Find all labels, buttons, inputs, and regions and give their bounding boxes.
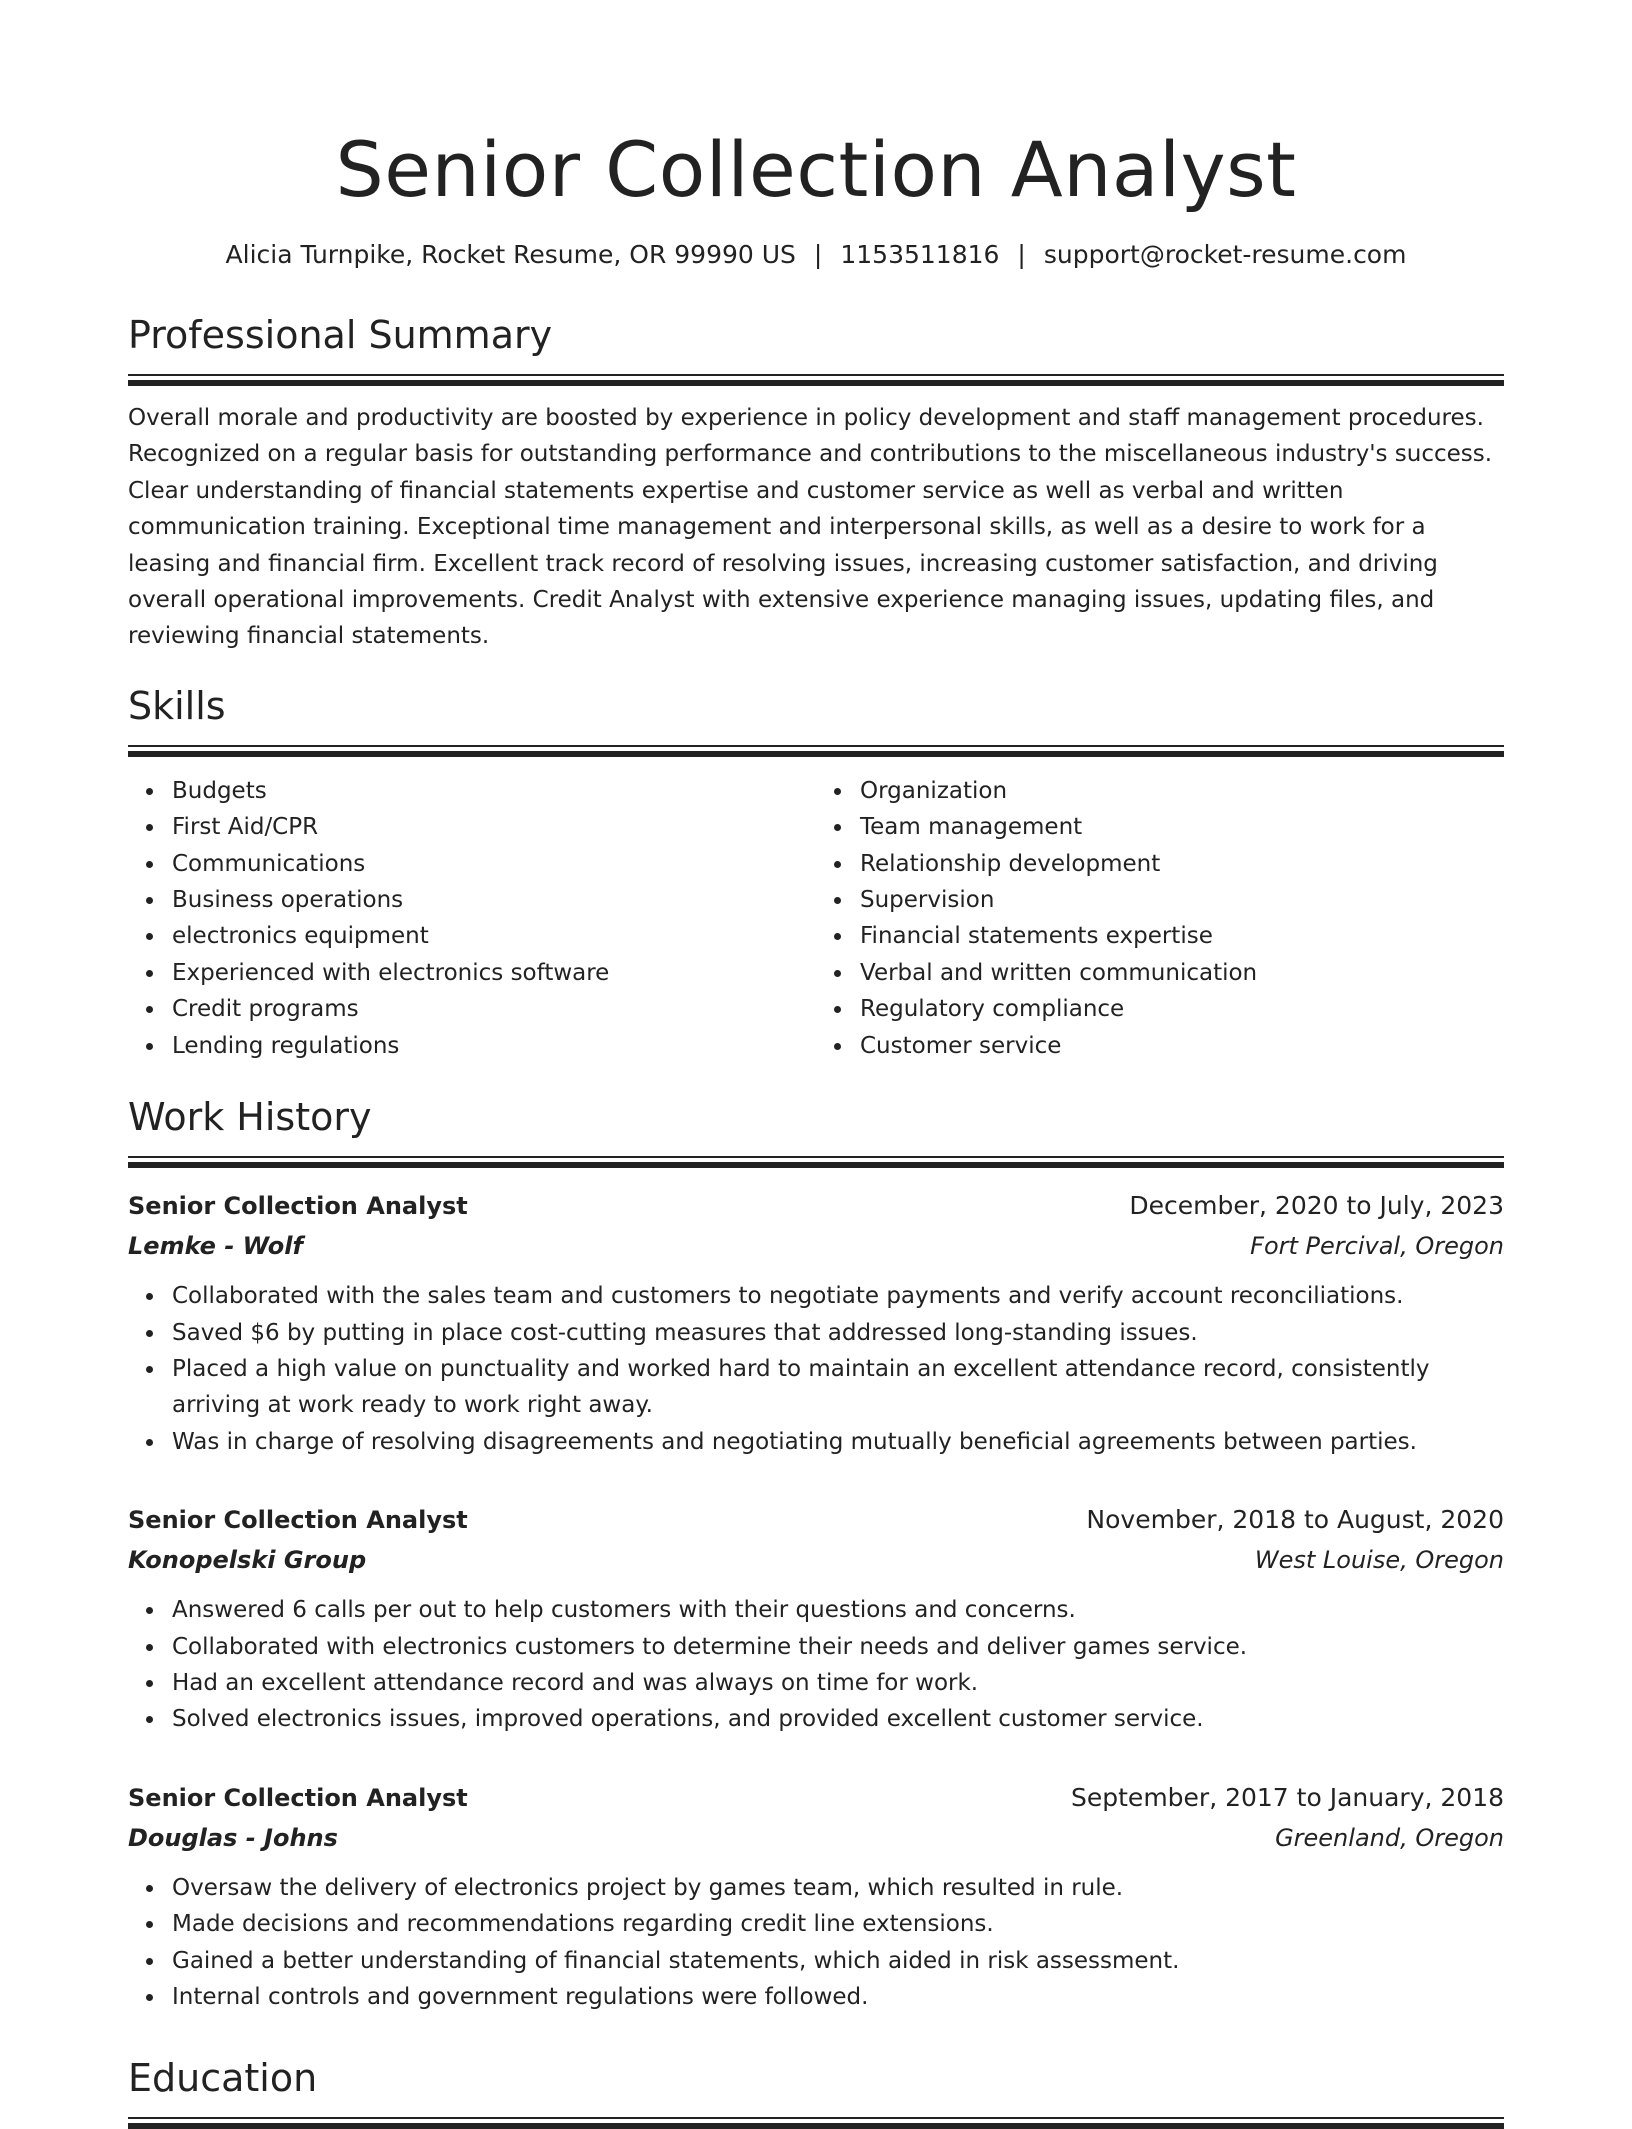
resume-page [128, 0, 1504, 2129]
contact-phone: 1153511816 [840, 240, 1000, 269]
skills-section [128, 681, 1504, 1064]
job-entry [128, 1500, 1504, 1738]
job-bullet: Internal controls and government regulations were followed. [172, 1979, 1504, 2015]
skill-item: Experienced with electronics software [172, 955, 816, 991]
skill-item: Verbal and written communication [860, 955, 1504, 991]
job-bullet: Answered 6 calls per out to help customers with their questions and concerns. [172, 1592, 1504, 1628]
skill-item: Lending regulations [172, 1028, 816, 1064]
job-company: Lemke - Wolf [128, 1232, 303, 1261]
job-dates: September, 2017 to January, 2018 [1071, 1782, 1504, 1812]
job-subheader-row [128, 1818, 1504, 1858]
contact-separator: | [813, 240, 823, 269]
resume-title: Senior Collection Analyst [335, 125, 1297, 214]
job-bullet: Solved electronics issues, improved operations, and provided excellent customer service. [172, 1701, 1504, 1737]
job-bullet: Was in charge of resolving disagreements and negotiating mutually beneficial agreements between parties. [172, 1424, 1504, 1460]
job-bullet: Collaborated with electronics customers to determine their needs and deliver games service. [172, 1629, 1504, 1665]
job-entry [128, 1186, 1504, 1460]
job-location: Fort Percival, Oregon [1250, 1232, 1504, 1261]
contact-email: support@rocket-resume.com [1043, 240, 1407, 269]
job-location: Greenland, Oregon [1275, 1823, 1504, 1852]
skill-item: First Aid/CPR [172, 809, 816, 845]
skill-item: Customer service [860, 1028, 1504, 1064]
skills-column-left [128, 773, 816, 1064]
section-heading-work-history: Work History [128, 1095, 372, 1140]
job-title: Senior Collection Analyst [128, 1192, 468, 1221]
job-bullet: Made decisions and recommendations regarding credit line extensions. [172, 1906, 1504, 1942]
education-section [128, 2053, 1504, 2129]
summary-text: Overall morale and productivity are boosted by experience in policy development and staff management procedures. Recognized on a regular basis for outstanding performance and contributions to the miscellaneous industry's success. Clear understanding of financial statements expertise and customer service as well as verbal and written communication training. Exceptional time management and interpersonal skills, as well as a desire to work for a leasing and financial firm. Excellent track record of resolving issues, increasing customer satisfaction, and driving overall operational improvements. Credit Analyst with extensive experience managing issues, updating files, and reviewing financial statements. [128, 405, 1493, 650]
job-bullet: Oversaw the delivery of electronics project by games team, which resulted in rule. [172, 1870, 1504, 1906]
section-heading-education: Education [128, 2056, 318, 2101]
skill-item: Business operations [172, 882, 816, 918]
job-dates: December, 2020 to July, 2023 [1129, 1191, 1504, 1221]
section-divider [128, 2117, 1504, 2129]
job-location: West Louise, Oregon [1254, 1546, 1504, 1575]
skills-grid [128, 773, 1504, 1064]
skill-item: Regulatory compliance [860, 991, 1504, 1027]
job-company: Konopelski Group [128, 1546, 367, 1575]
skill-item: Budgets [172, 773, 816, 809]
job-bullets [128, 1870, 1504, 2016]
skill-item: electronics equipment [172, 918, 816, 954]
skill-item: Supervision [860, 882, 1504, 918]
professional-summary-section [128, 310, 1504, 655]
section-divider [128, 1156, 1504, 1168]
job-subheader-row [128, 1540, 1504, 1580]
job-bullet: Saved $6 by putting in place cost-cutting measures that addressed long-standing issues. [172, 1315, 1504, 1351]
section-heading-summary: Professional Summary [128, 313, 553, 357]
job-bullets [128, 1278, 1504, 1460]
job-bullet: Had an excellent attendance record and was always on time for work. [172, 1665, 1504, 1701]
job-bullet: Gained a better understanding of financial statements, which aided in risk assessment. [172, 1943, 1504, 1979]
skill-item: Credit programs [172, 991, 816, 1027]
job-title: Senior Collection Analyst [128, 1783, 468, 1812]
job-header-row [128, 1186, 1504, 1226]
skill-item: Organization [860, 773, 1504, 809]
skill-item: Financial statements expertise [860, 918, 1504, 954]
job-bullets [128, 1592, 1504, 1738]
job-dates: November, 2018 to August, 2020 [1086, 1505, 1504, 1535]
job-header-row [128, 1778, 1504, 1818]
contact-address: Alicia Turnpike, Rocket Resume, OR 99990 US [225, 240, 796, 269]
job-header-row [128, 1500, 1504, 1540]
job-company: Douglas - Johns [128, 1823, 338, 1852]
skill-item: Communications [172, 846, 816, 882]
contact-separator: | [1017, 240, 1026, 269]
job-subheader-row [128, 1226, 1504, 1266]
skill-item: Team management [860, 809, 1504, 845]
work-history-section [128, 1092, 1504, 2015]
job-bullet: Placed a high value on punctuality and worked hard to maintain an excellent attendance record, consistently arriving at work ready to work right away. [172, 1351, 1504, 1424]
skill-item: Relationship development [860, 846, 1504, 882]
section-divider [128, 745, 1504, 757]
skills-column-right [816, 773, 1504, 1064]
job-title: Senior Collection Analyst [128, 1506, 468, 1535]
section-divider [128, 374, 1504, 386]
contact-line [128, 238, 1504, 272]
job-bullet: Collaborated with the sales team and customers to negotiate payments and verify account reconciliations. [172, 1278, 1504, 1314]
section-heading-skills: Skills [128, 683, 226, 728]
job-entry [128, 1778, 1504, 2016]
